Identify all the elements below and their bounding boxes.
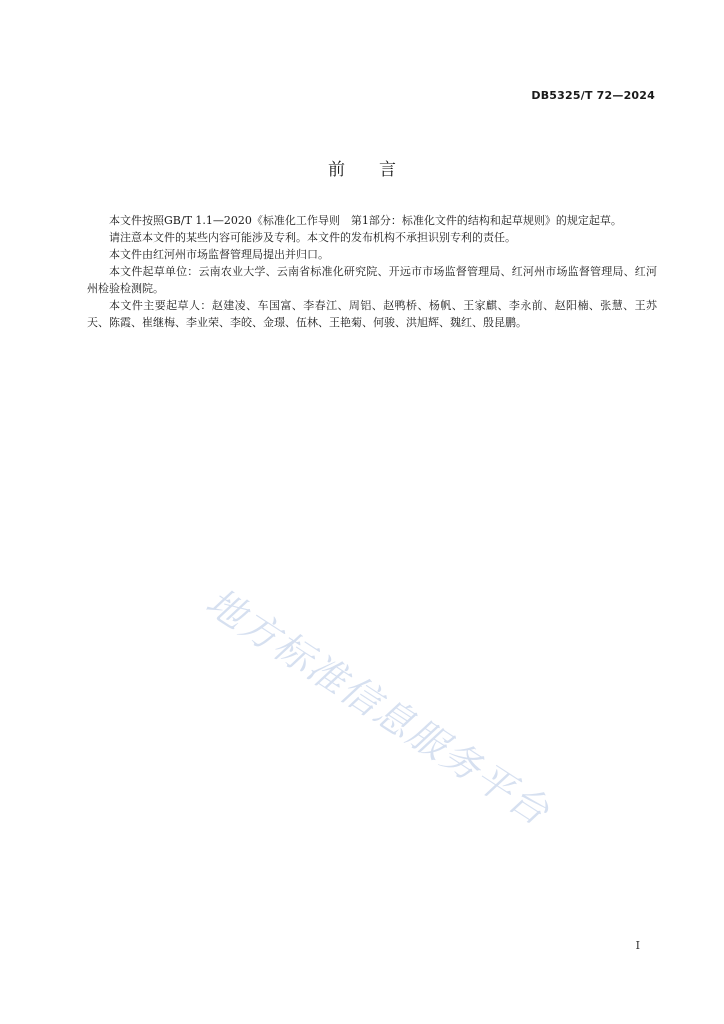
paragraph-drafting-rules: 本文件按照GB/T 1.1—2020《标准化工作导则 第1部分：标准化文件的结构和起草规则》的规定起草。: [109, 214, 622, 227]
paragraph-drafting-units: 本文件起草单位：云南农业大学、云南省标准化研究院、开远市市场监督管理局、红河州市场监督管理局、红河州检验检测院。: [87, 265, 657, 295]
paragraph-drafters: 本文件主要起草人：赵建凌、车国富、李春江、周铝、赵鸭桥、杨帆、王家麒、李永前、赵阳楠、张慧、王苏天、陈霞、崔继梅、李业荣、李皎、金璟、伍林、王艳菊、何骏、洪旭辉、魏红、殷昆鹏。: [87, 299, 657, 329]
watermark: 地方标准信息服务平台: [198, 579, 558, 835]
page-number: I: [635, 939, 640, 952]
document-code: DB5325/T 72—2024: [531, 89, 655, 102]
foreword-body: [87, 212, 657, 331]
page-title: 前言: [328, 160, 430, 180]
paragraph-proposer: 本文件由红河州市场监督管理局提出并归口。: [109, 248, 329, 261]
paragraph-patent-notice: 请注意本文件的某些内容可能涉及专利。本文件的发布机构不承担识别专利的责任。: [109, 231, 516, 244]
